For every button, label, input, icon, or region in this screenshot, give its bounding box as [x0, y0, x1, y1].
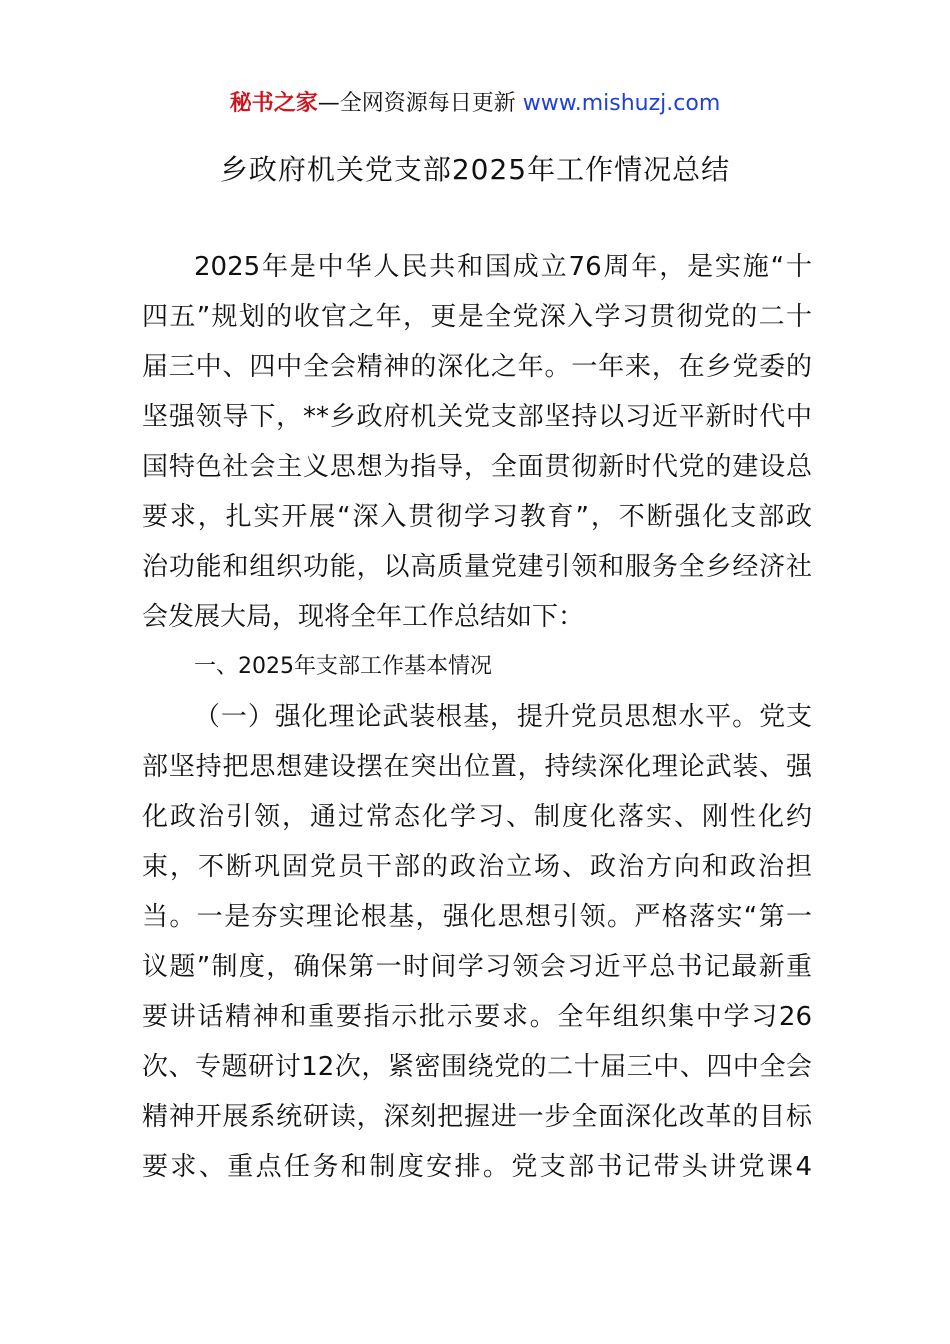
paragraph-line: 当。一是夯实理论根基，强化思想引领。严格落实“第一 [142, 902, 812, 932]
paragraph-line: 束，不断巩固党员干部的政治立场、政治方向和政治担 [142, 852, 812, 882]
document-title: 乡政府机关党支部2025年工作情况总结 [219, 153, 731, 186]
paragraph-line: 坚强领导下，**乡政府机关党支部坚持以习近平新时代中 [142, 402, 812, 432]
paragraph-line: 届三中、四中全会精神的深化之年。一年来，在乡党委的 [142, 352, 812, 382]
paragraph-line: 次、专题研讨12次，紧密围绕党的二十届三中、四中全会 [142, 1052, 812, 1082]
paragraph-line: 四五”规划的收官之年，更是全党深入学习贯彻党的二十 [142, 302, 812, 332]
paragraph-line: 国特色社会主义思想为指导，全面贯彻新时代党的建设总 [142, 452, 812, 482]
paragraph-intro [142, 242, 812, 642]
paragraph-line: 2025年是中华人民共和国成立76周年，是实施“十 [194, 252, 812, 282]
paragraph-line: 化政治引领，通过常态化学习、制度化落实、刚性化约 [142, 802, 812, 832]
site-header [0, 88, 950, 120]
paragraph-line: 治功能和组织功能，以高质量党建引领和服务全乡经济社 [142, 552, 812, 582]
paragraph-line: 会发展大局，现将全年工作总结如下： [142, 602, 585, 632]
site-url-link[interactable]: www.mishuzj.com [522, 91, 721, 116]
paragraph-line: 部坚持把思想建设摆在突出位置，持续深化理论武装、强 [142, 752, 812, 782]
site-brand: 秘书之家 [229, 91, 318, 116]
paragraph-line: 要讲话精神和重要指示批示要求。全年组织集中学习26 [142, 1002, 812, 1032]
document-body [142, 242, 812, 1192]
paragraph-line: 要求、重点任务和制度安排。党支部书记带头讲党课4 [142, 1152, 812, 1182]
section-heading: 一、2025年支部工作基本情况 [194, 654, 492, 679]
paragraph-section-1 [142, 692, 812, 1192]
paragraph-line: 精神开展系统研读，深刻把握进一步全面深化改革的目标 [142, 1102, 812, 1132]
site-tagline: —全网资源每日更新 [317, 91, 516, 116]
paragraph-line: 议题”制度，确保第一时间学习领会习近平总书记最新重 [142, 952, 812, 982]
paragraph-line: （一）强化理论武装根基，提升党员思想水平。党支 [194, 702, 812, 732]
paragraph-line: 要求，扎实开展“深入贯彻学习教育”，不断强化支部政 [142, 502, 812, 532]
